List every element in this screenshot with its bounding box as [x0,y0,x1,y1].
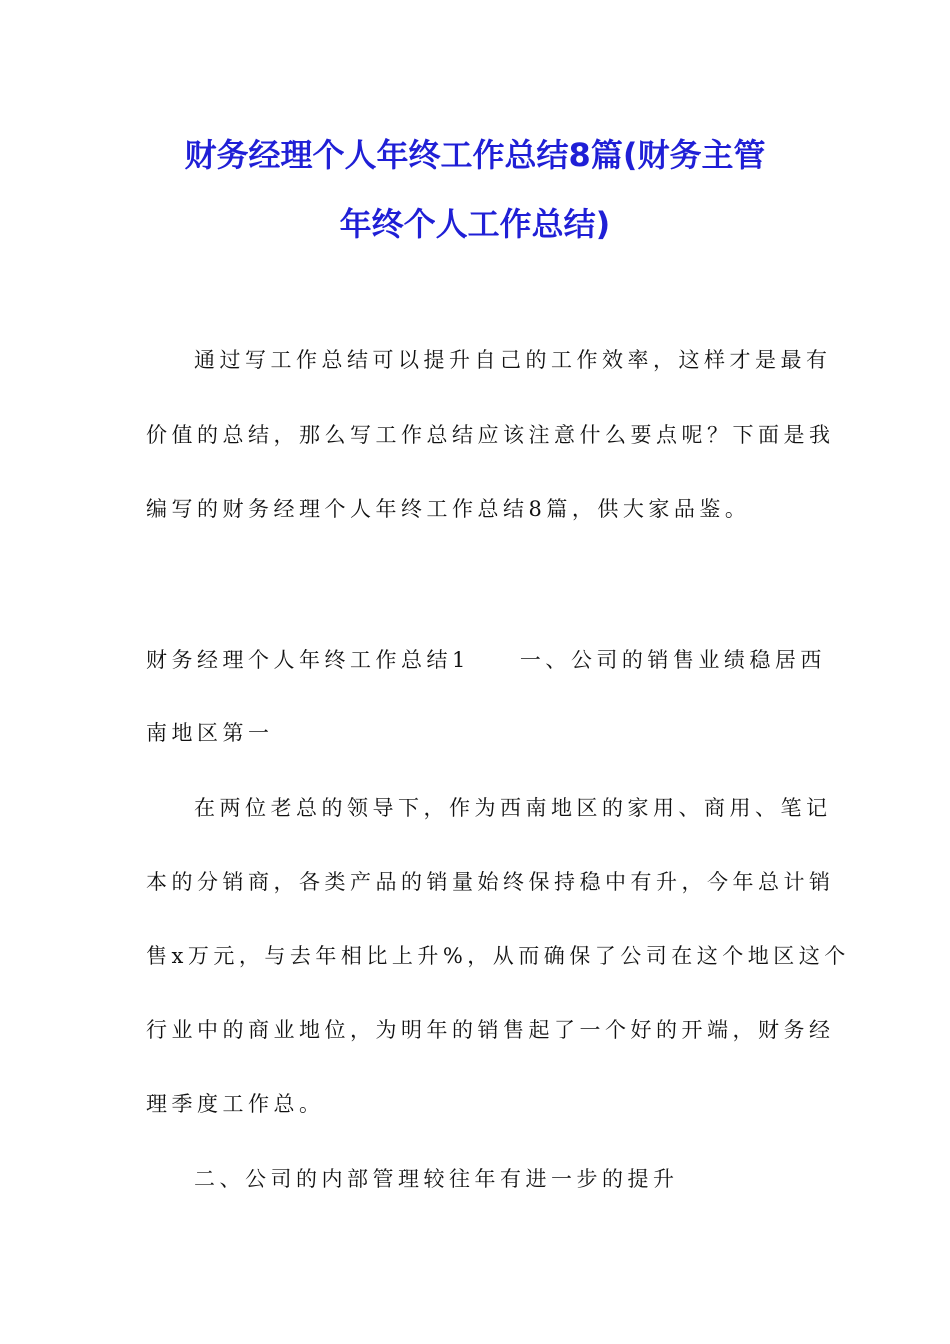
section-2-heading: 二、公司的内部管理较往年有进一步的提升 [194,1167,679,1191]
paragraph-1-line-1: 在两位老总的领导下，作为西南地区的家用、商用、笔记 [194,796,832,820]
section-1-subheading: 一、公司的销售业绩稳居西 [519,648,826,672]
paragraph-1-line-3: 售x万元，与去年相比上升%，从而确保了公司在这个地区这个 [146,944,850,968]
document-title-line-2: 年终个人工作总结) [339,205,611,243]
section-1-heading-line [146,645,826,675]
document-title-line-1: 财务经理个人年终工作总结8篇(财务主管 [184,136,766,174]
intro-line-2: 价值的总结，那么写工作总结应该注意什么要点呢？下面是我 [146,423,835,447]
section-1-heading: 财务经理个人年终工作总结1 [146,648,470,672]
intro-line-1: 通过写工作总结可以提升自己的工作效率，这样才是最有 [194,348,832,372]
intro-line-3: 编写的财务经理个人年终工作总结8篇，供大家品鉴。 [146,497,751,521]
paragraph-1-line-5: 理季度工作总。 [146,1092,325,1116]
paragraph-1-line-4: 行业中的商业地位，为明年的销售起了一个好的开端，财务经 [146,1018,835,1042]
paragraph-1-line-2: 本的分销商，各类产品的销量始终保持稳中有升，今年总计销 [146,870,835,894]
section-1-subheading-continued: 南地区第一 [146,721,274,745]
